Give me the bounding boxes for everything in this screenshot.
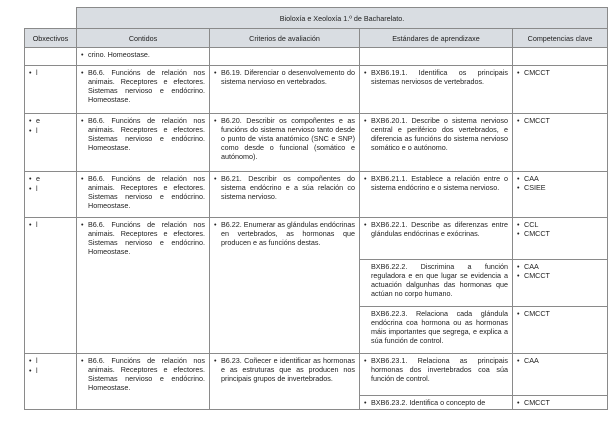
competence-item: • CMCCT <box>517 229 603 238</box>
content-cell <box>77 354 210 410</box>
competence-item: • CCL <box>517 220 603 229</box>
competences-cell <box>513 172 608 218</box>
table-row <box>25 66 608 114</box>
objectives-cell <box>25 172 77 218</box>
standard-cell <box>360 396 513 410</box>
standard-cell <box>360 172 513 218</box>
blank-corner-cell <box>25 8 77 29</box>
competences-cell <box>513 218 608 260</box>
criterion-text: • B6.23. Coñecer e identificar as hormonas e as estruturas que as producen nos principais grupos de invertebrados. <box>214 356 355 383</box>
standard-cell <box>360 307 513 354</box>
competences-cell <box>513 396 608 410</box>
standard-cell <box>360 114 513 172</box>
standard-cell <box>360 354 513 396</box>
objectives-cell <box>25 354 77 410</box>
standard-cell <box>360 260 513 307</box>
competences-cell <box>513 260 608 307</box>
content-text: crino. Homeostase. <box>88 50 150 59</box>
content-cell <box>77 172 210 218</box>
competences-cell <box>513 66 608 114</box>
content-text: • B6.6. Funcións de relación nos animais. Receptores e efectores. Sistemas nervioso e endócrino. Homeostase. <box>81 356 205 392</box>
competences-cell <box>513 114 608 172</box>
content-text: • B6.6. Funcións de relación nos animais. Receptores e efectores. Sistemas nervioso e endócrino. Homeostase. <box>81 174 205 210</box>
content-text: • B6.6. Funcións de relación nos animais. Receptores e efectores. Sistemas nervioso e endócrino. Homeostase. <box>81 68 205 104</box>
standard-cell <box>360 66 513 114</box>
objective-item: • e <box>29 116 72 126</box>
competence-item: • CAA <box>517 262 603 271</box>
competence-item: • CMCCT <box>517 309 603 318</box>
competence-item: • CAA <box>517 174 603 183</box>
header-contents: Contidos <box>77 29 210 48</box>
objective-item: • l <box>29 126 72 136</box>
table-row <box>25 354 608 396</box>
criterion-text: • B6.20. Describir os compoñentes e as funcións do sistema nervioso tanto desde o punto de vista anatómico (SNC e SNP) como desde o funcional (somático e autónomo). <box>214 116 355 161</box>
competence-item: • CMCCT <box>517 116 603 125</box>
competence-item: • CMCCT <box>517 68 603 77</box>
criterion-cell <box>210 218 360 354</box>
standard-cell <box>360 48 513 66</box>
standard-cell <box>360 218 513 260</box>
competence-item: • CAA <box>517 356 603 365</box>
objective-item: • l <box>29 68 72 78</box>
competence-item: • CSIEE <box>517 183 603 192</box>
competence-item: • CMCCT <box>517 398 603 407</box>
objectives-cell <box>25 218 77 354</box>
table-row <box>25 172 608 218</box>
header-criteria: Criterios de avaliación <box>210 29 360 48</box>
objective-item: • l <box>29 356 72 366</box>
table-row <box>25 114 608 172</box>
objectives-cell <box>25 114 77 172</box>
content-cell <box>77 218 210 354</box>
objective-item: • l <box>29 184 72 194</box>
table-row <box>25 218 608 260</box>
standard-text: • BXB6.23.2. Identifica o concepto de <box>364 398 508 407</box>
criterion-cell <box>210 354 360 410</box>
content-cell <box>77 114 210 172</box>
standard-text: • BXB6.23.1. Relaciona as principais hormonas dos invertebrados coa súa función de control. <box>364 356 508 383</box>
continuation-row <box>25 48 608 66</box>
criterion-cell <box>210 48 360 66</box>
standard-text: • BXB6.20.1. Describe o sistema nervioso central e periférico dos vertebrados, e diferencia as funcións do sistema nervioso somático e o autónomo. <box>364 116 508 152</box>
criterion-text: • B6.19. Diferenciar o desenvolvemento do sistema nervioso en vertebrados. <box>214 68 355 86</box>
standard-text: BXB6.22.3. Relaciona cada glándula endócrina coa hormona ou as hormonas máis importantes que segrega, e explica a súa función de control. <box>371 309 508 345</box>
title-row <box>25 8 608 29</box>
curriculum-table <box>24 7 608 410</box>
table-title: Bioloxía e Xeoloxía 1.º de Bacharelato. <box>77 8 608 29</box>
objective-item: • l <box>29 366 72 376</box>
objective-item: • l <box>29 220 72 230</box>
header-standards: Estándares de aprendizaxe <box>360 29 513 48</box>
criterion-text: • B6.21. Describir os compoñentes do sistema endócrino e a súa relación co sistema nervioso. <box>214 174 355 201</box>
criterion-text: • B6.22. Enumerar as glándulas endócrinas en vertebrados, as hormonas que producen e as funcións destas. <box>214 220 355 247</box>
column-header-row <box>25 29 608 48</box>
content-cell <box>77 66 210 114</box>
header-objectives: Obxectivos <box>25 29 77 48</box>
competences-cell <box>513 354 608 396</box>
content-text: • B6.6. Funcións de relación nos animais. Receptores e efectores. Sistemas nervioso e endócrino. Homeostase. <box>81 220 205 256</box>
criterion-cell <box>210 172 360 218</box>
criterion-cell <box>210 66 360 114</box>
competences-cell <box>513 48 608 66</box>
content-text: • B6.6. Funcións de relación nos animais. Receptores e efectores. Sistemas nervioso e endócrino. Homeostase. <box>81 116 205 152</box>
header-competences: Competencias clave <box>513 29 608 48</box>
competence-item: • CMCCT <box>517 271 603 280</box>
objectives-cell <box>25 48 77 66</box>
competences-cell <box>513 307 608 354</box>
objectives-cell <box>25 66 77 114</box>
standard-text: BXB6.22.2. Discrimina a función reguladora e en que lugar se evidencia a actuación dalgunhas das hormonas que actúan no corpo humano. <box>371 262 508 298</box>
standard-text: • BXB6.22.1. Describe as diferenzas entre glándulas endócrinas e exócrinas. <box>364 220 508 238</box>
standard-text: • BXB6.19.1. Identifica os principais sistemas nerviosos de vertebrados. <box>364 68 508 86</box>
content-cell <box>77 48 210 66</box>
objective-item: • e <box>29 174 72 184</box>
criterion-cell <box>210 114 360 172</box>
standard-text: • BXB6.21.1. Establece a relación entre o sistema endócrino e o sistema nervioso. <box>364 174 508 192</box>
